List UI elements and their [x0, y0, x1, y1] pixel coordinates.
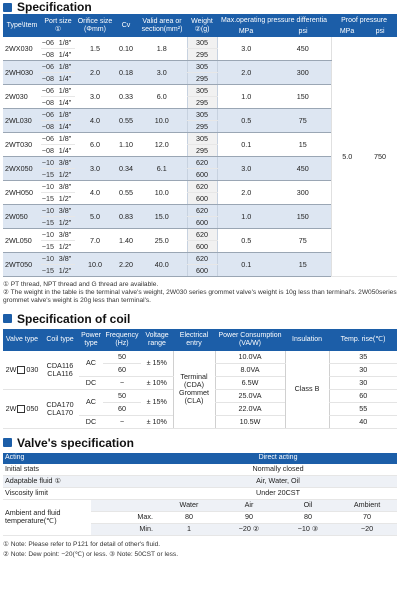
initial-label: Initial stats	[3, 464, 159, 476]
port-code-cell: −06	[41, 37, 54, 47]
pressure-psi-cell: 450	[275, 37, 331, 61]
coil-frequency-cell: −	[103, 376, 141, 389]
port-code-cell: −15	[41, 193, 54, 203]
acting-label: Acting	[3, 453, 159, 464]
header-proof-psi: psi	[363, 27, 397, 37]
model-cell: 2W030	[3, 85, 41, 109]
temp-col-oil: Oil	[279, 499, 337, 511]
pressure-mpa-cell: 0.5	[217, 229, 275, 253]
viscosity-label: Viscosity limit	[3, 487, 159, 499]
model-cell: 2WX030	[3, 37, 41, 61]
spec-note-1: ① PT thread, NPT thread and G thread are available.	[3, 281, 159, 288]
area-cell: 10.0	[137, 109, 187, 133]
coil-consumption-cell: 10.0VA	[215, 351, 285, 364]
table-row	[3, 37, 397, 49]
cv-cell: 1.40	[115, 229, 137, 253]
header-proof: Proof pressure	[331, 14, 397, 27]
pressure-mpa-cell: 3.0	[217, 37, 275, 61]
cv-cell: 0.33	[115, 85, 137, 109]
coil-insulation-cell: Class B	[285, 351, 329, 429]
area-cell: 6.1	[137, 157, 187, 181]
max-air: 90	[219, 511, 279, 523]
port-code-cell: −08	[41, 145, 54, 155]
min-label: Min.	[91, 523, 159, 535]
weight-grommet-cell: 600	[187, 193, 217, 205]
pressure-mpa-cell: 0.1	[217, 253, 275, 277]
table-row	[3, 351, 397, 364]
spec-body	[3, 37, 397, 277]
port-code-cell: −08	[41, 97, 54, 107]
viscosity-value: Under 20CST	[159, 487, 397, 499]
coil-temp-cell: 30	[329, 363, 397, 376]
area-cell: 3.0	[137, 61, 187, 85]
pressure-mpa-cell: 1.0	[217, 85, 275, 109]
coil-header-electrical: Electrical entry	[173, 329, 215, 351]
cv-cell: 0.34	[115, 157, 137, 181]
orifice-cell: 1.5	[75, 37, 115, 61]
coil-temp-cell: 40	[329, 415, 397, 428]
coil-table	[3, 329, 397, 429]
coil-valve-type-cell: 2W 050	[3, 389, 41, 428]
coil-consumption-cell: 25.0VA	[215, 389, 285, 402]
weight-terminal-cell: 620	[187, 181, 217, 193]
coil-header-voltage: Voltage range	[141, 329, 173, 351]
model-cell: 2WH050	[3, 181, 41, 205]
fluid-row	[3, 475, 397, 487]
port-code-cell: −06	[41, 85, 54, 95]
weight-terminal-cell: 620	[187, 205, 217, 217]
temp-header-blank	[91, 499, 159, 511]
cv-cell: 1.10	[115, 133, 137, 157]
port-size-cell: 1/4"	[55, 121, 75, 133]
min-ambient: −20	[337, 523, 397, 535]
coil-frequency-cell: 60	[103, 363, 141, 376]
spec-note-2: ② The weight in the table is the terminal valve's weight, 2W030 series grommet valve's weight is 10g less than terminal's. 2W050series grommet valve's weight is 20g less than terminal's.	[3, 289, 397, 305]
viscosity-row	[3, 487, 397, 499]
cv-cell: 0.18	[115, 61, 137, 85]
fluid-value: Air, Water, Oil	[159, 475, 397, 487]
min-air: −20 ②	[219, 523, 279, 535]
header-orifice: Orifice size (Φmm)	[75, 14, 115, 37]
header-pressure-psi: psi	[275, 27, 331, 37]
weight-grommet-cell: 295	[187, 145, 217, 157]
min-water: 1	[159, 523, 219, 535]
coil-header-insulation: Insulation	[285, 329, 329, 351]
coil-header-row	[3, 329, 397, 351]
port-code-cell: −06	[41, 133, 54, 143]
coil-header-temp: Temp. rise(℃)	[329, 329, 397, 351]
area-cell: 40.0	[137, 253, 187, 277]
port-size-cell: 1/2"	[55, 169, 75, 181]
area-cell: 6.0	[137, 85, 187, 109]
coil-power-cell: DC	[79, 376, 103, 389]
port-size-cell: 1/2"	[55, 241, 75, 253]
coil-voltage-cell: ± 10%	[141, 376, 173, 389]
max-ambient: 70	[337, 511, 397, 523]
pressure-psi-cell: 75	[275, 109, 331, 133]
port-size-cell: 1/8"	[55, 61, 75, 73]
section-marker-icon	[3, 3, 12, 12]
coil-header-power-type: Power type	[79, 329, 103, 351]
coil-power-cell: AC	[79, 351, 103, 377]
weight-terminal-cell: 305	[187, 133, 217, 145]
port-code-cell: −10	[41, 229, 54, 239]
coil-header-valve-type: Valve type	[3, 329, 41, 351]
port-size-cell: 1/4"	[55, 73, 75, 85]
temp-label: Ambient and fluid temperature(℃)	[3, 499, 91, 535]
coil-temp-cell: 35	[329, 351, 397, 364]
proof-psi-cell: 750	[363, 37, 397, 277]
valve-header-row	[3, 453, 397, 464]
weight-grommet-cell: 600	[187, 241, 217, 253]
weight-grommet-cell: 600	[187, 217, 217, 229]
coil-header-coil-type: Coil type	[41, 329, 79, 351]
cv-cell: 0.55	[115, 109, 137, 133]
coil-frequency-cell: −	[103, 415, 141, 428]
weight-grommet-cell: 295	[187, 73, 217, 85]
spec-section-title	[0, 0, 400, 14]
coil-temp-cell: 55	[329, 402, 397, 415]
port-size-cell: 1/4"	[55, 49, 75, 61]
model-cell: 2W050	[3, 205, 41, 229]
coil-type-cell: CDA170 CLA170	[41, 389, 79, 428]
weight-terminal-cell: 620	[187, 229, 217, 241]
temp-col-water: Water	[159, 499, 219, 511]
placeholder-box-icon	[17, 405, 25, 413]
valve-title: Valve's specification	[17, 435, 134, 450]
port-size-cell: 3/8"	[55, 229, 75, 241]
area-cell: 15.0	[137, 205, 187, 229]
port-size-cell: 3/8"	[55, 253, 75, 265]
area-cell: 10.0	[137, 181, 187, 205]
port-code-cell: −15	[41, 217, 54, 227]
weight-grommet-cell: 600	[187, 169, 217, 181]
section-marker-icon	[3, 314, 12, 323]
header-area: Valid area or section(mm²)	[137, 14, 187, 37]
coil-section-title	[0, 312, 400, 326]
coil-body	[3, 351, 397, 429]
port-code-cell: −15	[41, 265, 54, 275]
coil-voltage-cell: ± 15%	[141, 351, 173, 377]
cv-cell: 0.10	[115, 37, 137, 61]
coil-header-frequency: Frequency (Hz)	[103, 329, 141, 351]
port-size-cell: 1/2"	[55, 193, 75, 205]
coil-consumption-cell: 22.0VA	[215, 402, 285, 415]
port-size-cell: 1/8"	[55, 37, 75, 49]
header-weight: Weight ②(g)	[187, 14, 217, 37]
orifice-cell: 3.0	[75, 157, 115, 181]
coil-temp-cell: 60	[329, 389, 397, 402]
port-code-cell: −06	[41, 61, 54, 71]
port-code-cell: −15	[41, 169, 54, 179]
port-code-cell: −08	[41, 121, 54, 131]
pressure-psi-cell: 15	[275, 253, 331, 277]
acting-value: Direct acting	[159, 453, 397, 464]
weight-grommet-cell: 295	[187, 49, 217, 61]
port-size-cell: 1/4"	[55, 97, 75, 109]
model-cell: 2WH030	[3, 61, 41, 85]
coil-power-cell: AC	[79, 389, 103, 415]
pressure-psi-cell: 300	[275, 181, 331, 205]
model-cell: 2WX050	[3, 157, 41, 181]
header-port: Port size ①	[41, 14, 75, 37]
proof-mpa-cell: 5.0	[331, 37, 363, 277]
valve-table	[3, 453, 397, 536]
cv-cell: 0.83	[115, 205, 137, 229]
weight-terminal-cell: 305	[187, 85, 217, 97]
port-code-cell: −10	[41, 205, 54, 215]
pressure-mpa-cell: 3.0	[217, 157, 275, 181]
coil-type-cell: CDA116 CLA116	[41, 351, 79, 390]
orifice-cell: 6.0	[75, 133, 115, 157]
port-code-cell: −08	[41, 49, 54, 59]
coil-frequency-cell: 50	[103, 389, 141, 402]
coil-frequency-cell: 60	[103, 402, 141, 415]
orifice-cell: 4.0	[75, 181, 115, 205]
coil-header-consumption: Power Consumption (VA/W)	[215, 329, 285, 351]
coil-electrical-cell: Terminal (CDA) Grommet (CLA)	[173, 351, 215, 429]
orifice-cell: 3.0	[75, 85, 115, 109]
coil-consumption-cell: 10.5W	[215, 415, 285, 428]
max-label: Max.	[91, 511, 159, 523]
pressure-mpa-cell: 2.0	[217, 61, 275, 85]
spec-title: Specification	[17, 0, 92, 14]
port-code-cell: −10	[41, 253, 54, 263]
coil-consumption-cell: 6.5W	[215, 376, 285, 389]
spec-table	[3, 14, 397, 277]
placeholder-box-icon	[17, 366, 25, 374]
valve-section-title	[0, 436, 400, 450]
header-proof-mpa: MPa	[331, 27, 363, 37]
model-cell: 2WT030	[3, 133, 41, 157]
area-cell: 12.0	[137, 133, 187, 157]
pressure-psi-cell: 150	[275, 205, 331, 229]
spec-notes	[3, 281, 397, 306]
coil-frequency-cell: 50	[103, 351, 141, 364]
pressure-psi-cell: 150	[275, 85, 331, 109]
weight-grommet-cell: 295	[187, 97, 217, 109]
header-cv: Cv	[115, 14, 137, 37]
header-pressure-mpa: MPa	[217, 27, 275, 37]
pressure-psi-cell: 450	[275, 157, 331, 181]
weight-terminal-cell: 620	[187, 253, 217, 265]
port-size-cell: 1/2"	[55, 217, 75, 229]
port-size-cell: 1/2"	[55, 265, 75, 277]
weight-terminal-cell: 305	[187, 37, 217, 49]
coil-consumption-cell: 8.0VA	[215, 363, 285, 376]
port-size-cell: 1/4"	[55, 145, 75, 157]
port-size-cell: 1/8"	[55, 133, 75, 145]
port-code-cell: −15	[41, 241, 54, 251]
coil-valve-type-cell: 2W 030	[3, 351, 41, 390]
header-pressure: Max.operating pressure differentia	[217, 14, 331, 27]
orifice-cell: 4.0	[75, 109, 115, 133]
valve-note-2: ② Note: Dew point: −20(℃) or less. ③ Note: 50CST or less.	[3, 550, 179, 558]
area-cell: 1.8	[137, 37, 187, 61]
temp-col-air: Air	[219, 499, 279, 511]
coil-temp-cell: 30	[329, 376, 397, 389]
cv-cell: 0.55	[115, 181, 137, 205]
temp-header-row	[3, 499, 397, 511]
cv-cell: 2.20	[115, 253, 137, 277]
port-size-cell: 3/8"	[55, 205, 75, 217]
coil-voltage-cell: ± 10%	[141, 415, 173, 428]
max-water: 80	[159, 511, 219, 523]
coil-voltage-cell: ± 15%	[141, 389, 173, 415]
pressure-mpa-cell: 0.1	[217, 133, 275, 157]
weight-grommet-cell: 600	[187, 265, 217, 277]
port-size-cell: 3/8"	[55, 181, 75, 193]
weight-terminal-cell: 305	[187, 61, 217, 73]
weight-grommet-cell: 295	[187, 121, 217, 133]
spec-header-row	[3, 14, 397, 27]
fluid-label: Adaptable fluid ①	[3, 475, 159, 487]
temp-col-ambient: Ambient	[337, 499, 397, 511]
max-oil: 80	[279, 511, 337, 523]
port-code-cell: −08	[41, 73, 54, 83]
model-cell: 2WT050	[3, 253, 41, 277]
pressure-psi-cell: 300	[275, 61, 331, 85]
pressure-mpa-cell: 1.0	[217, 205, 275, 229]
area-cell: 25.0	[137, 229, 187, 253]
coil-power-cell: DC	[79, 415, 103, 428]
orifice-cell: 2.0	[75, 61, 115, 85]
pressure-mpa-cell: 2.0	[217, 181, 275, 205]
weight-terminal-cell: 620	[187, 157, 217, 169]
pressure-psi-cell: 75	[275, 229, 331, 253]
port-code-cell: −06	[41, 109, 54, 119]
port-size-cell: 1/8"	[55, 85, 75, 97]
initial-row	[3, 464, 397, 476]
weight-terminal-cell: 305	[187, 109, 217, 121]
orifice-cell: 10.0	[75, 253, 115, 277]
port-size-cell: 3/8"	[55, 157, 75, 169]
section-marker-icon	[3, 438, 12, 447]
initial-value: Normally closed	[159, 464, 397, 476]
coil-title: Specification of coil	[17, 311, 131, 326]
orifice-cell: 5.0	[75, 205, 115, 229]
orifice-cell: 7.0	[75, 229, 115, 253]
pressure-psi-cell: 15	[275, 133, 331, 157]
port-size-cell: 1/8"	[55, 109, 75, 121]
valve-note-1: ① Note: Please refer to P121 for detail of other's fluid.	[3, 540, 161, 548]
pressure-mpa-cell: 0.5	[217, 109, 275, 133]
min-oil: −10 ③	[279, 523, 337, 535]
valve-notes	[3, 541, 397, 559]
header-type: Type\Item	[3, 14, 41, 37]
model-cell: 2WL030	[3, 109, 41, 133]
model-cell: 2WL050	[3, 229, 41, 253]
port-code-cell: −10	[41, 181, 54, 191]
port-code-cell: −10	[41, 157, 54, 167]
